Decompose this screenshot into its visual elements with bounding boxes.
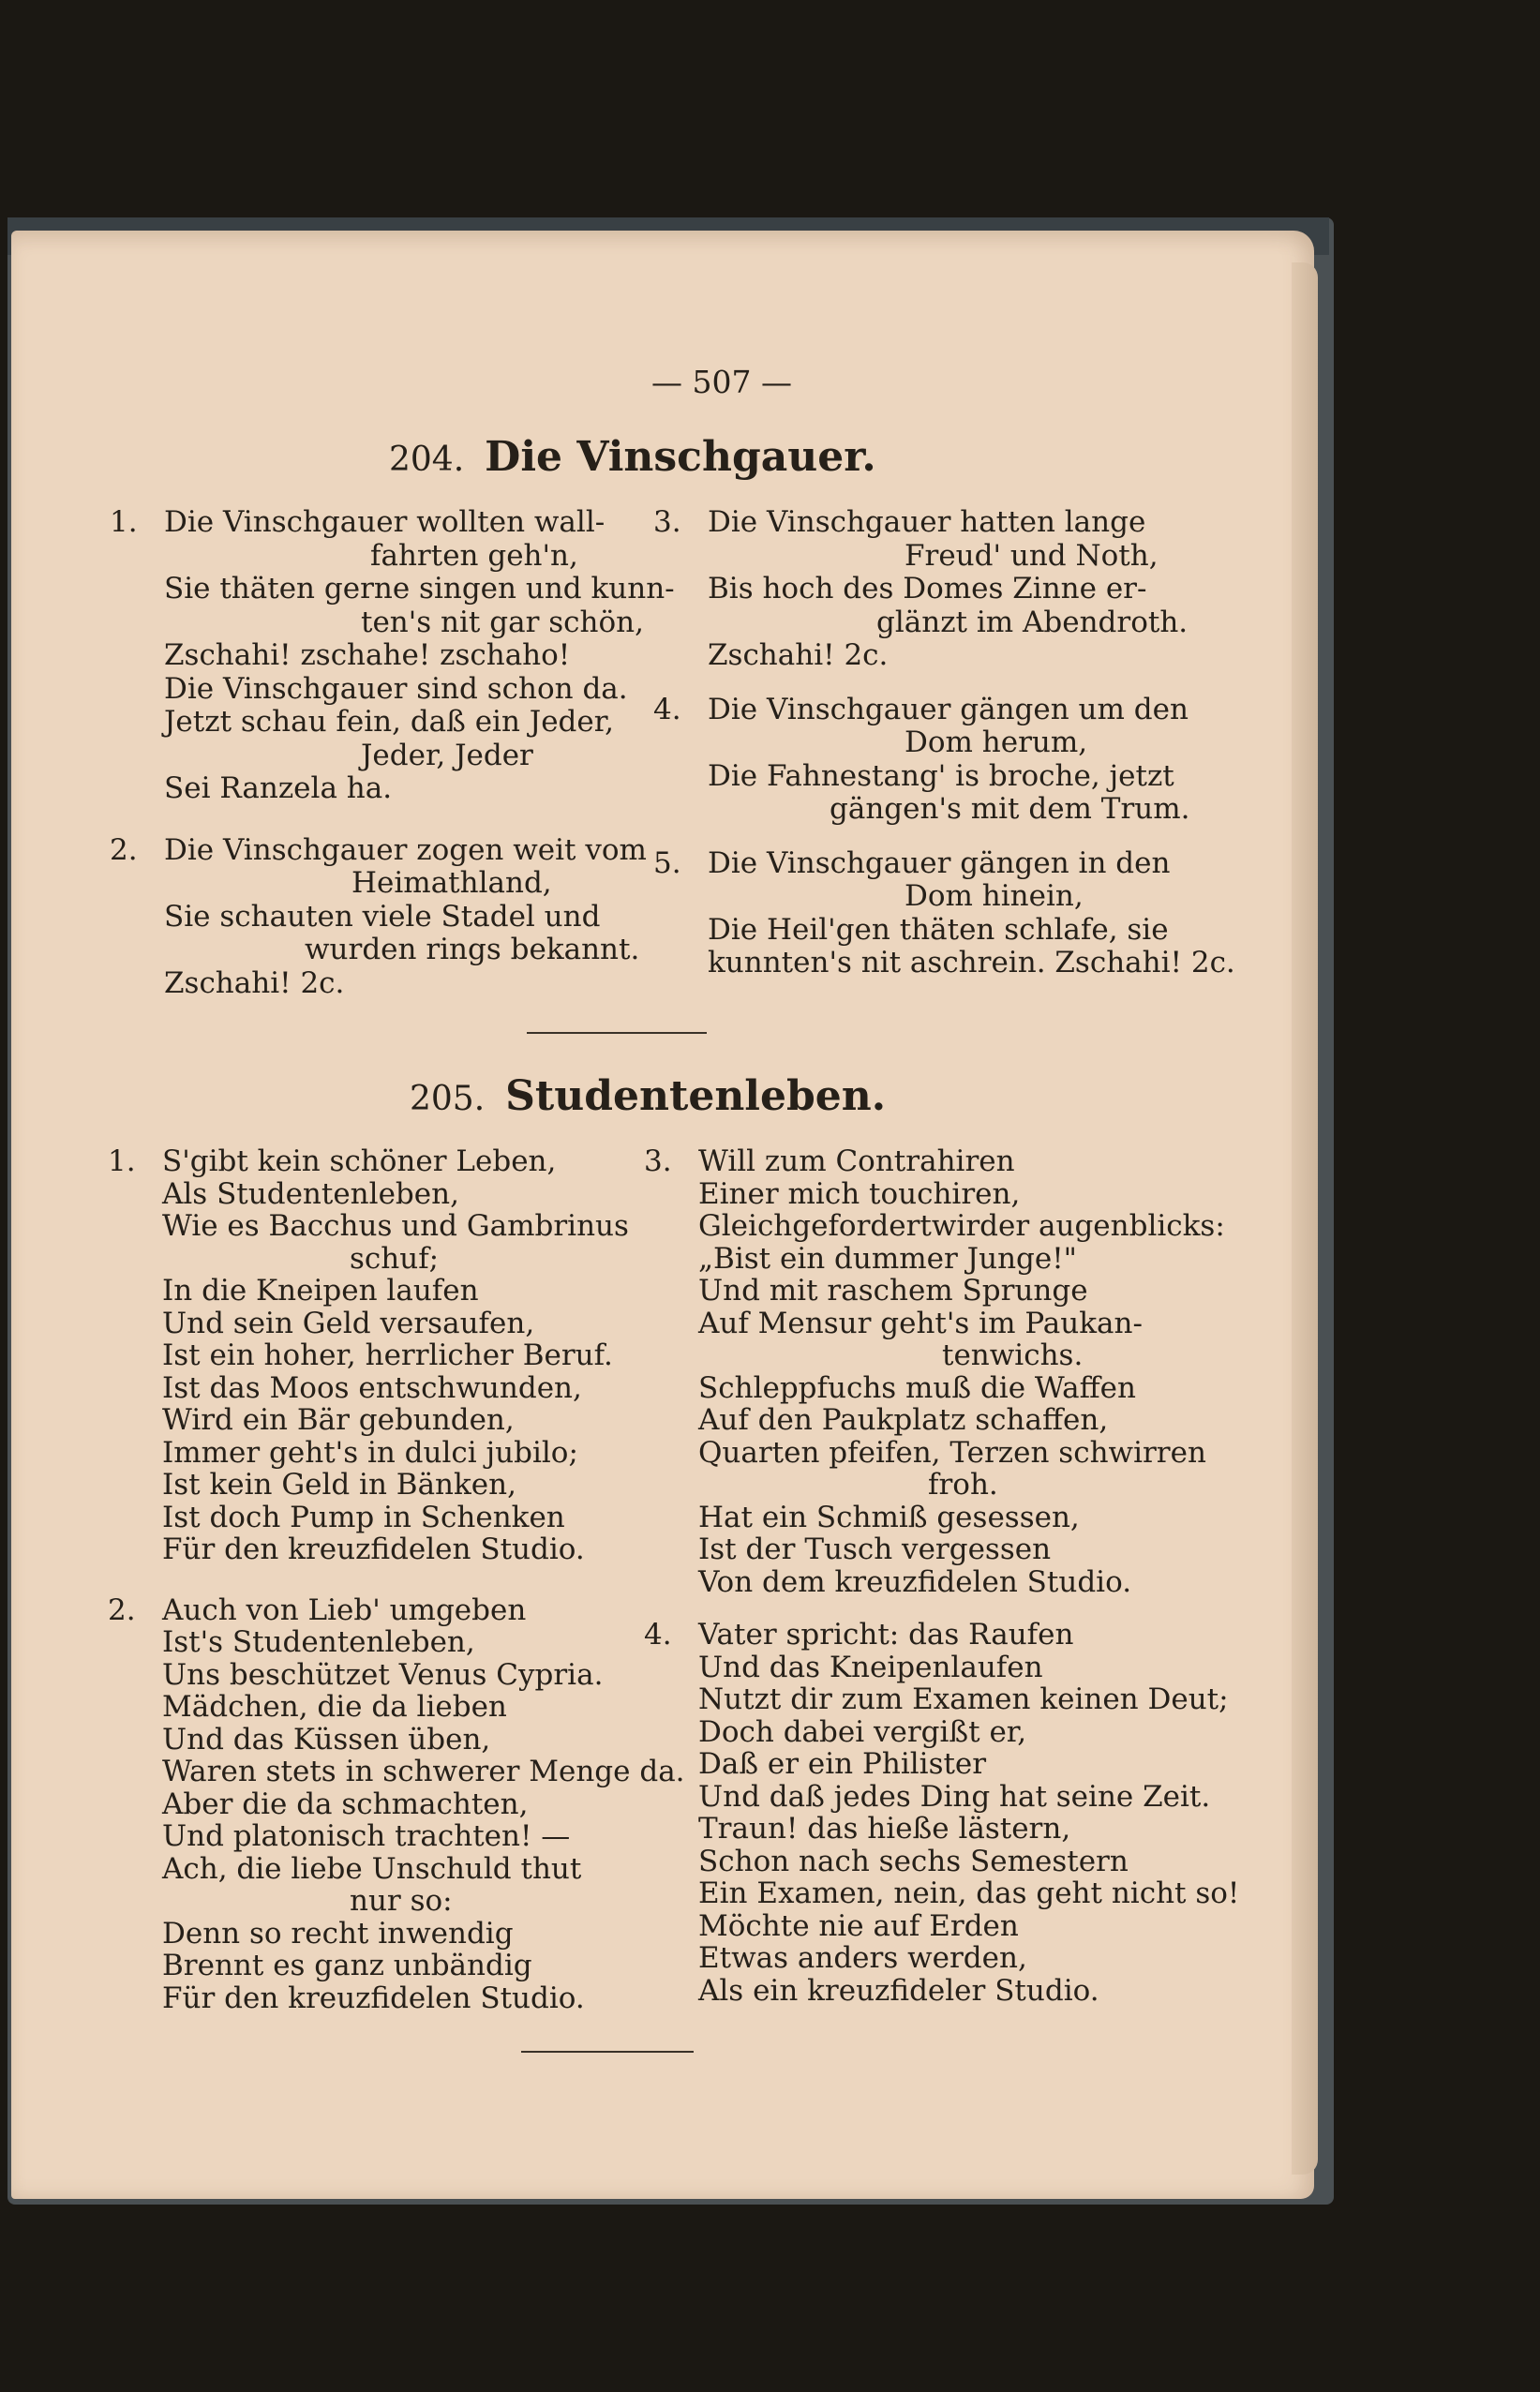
stanza (644, 1144, 1225, 1599)
verse-line: 1. Die Vinschgauer wollten wall- (110, 505, 606, 539)
verse-line: Quarten pfeifen, Terzen schwirren (698, 1435, 1206, 1470)
verse-line: Denn so recht inwendig (162, 1916, 514, 1951)
verse-line: glänzt im Abendroth. (876, 605, 1189, 639)
verse-line: schuf; (350, 1241, 440, 1276)
verse-number: 4. (653, 692, 681, 726)
verse-line: Ist kein Geld in Bänken, (162, 1468, 516, 1502)
verse-line: 4. Die Vinschgauer gängen um den (653, 692, 1189, 726)
stanza (110, 832, 647, 1001)
verse-line: Ist's Studentenleben, (162, 1625, 475, 1659)
verse-line: Jetzt schau fein, daß ein Jeder, (164, 705, 615, 739)
verse-line: Waren stets in schwerer Menge da. (162, 1755, 685, 1788)
verse-number: 2. (110, 832, 138, 867)
verse-line: Und das Kneipenlaufen (698, 1650, 1043, 1684)
verse-line: Doch dabei vergißt er, (698, 1714, 1027, 1749)
verse-line: Für den kreuzfidelen Studio. (162, 1532, 585, 1566)
verse-line: Uns beschützet Venus Cypria. (162, 1657, 604, 1692)
verse-line: Als ein kreuzfideler Studio. (698, 1973, 1099, 2008)
song-205-left-column (108, 1144, 685, 2035)
verse-line: In die Kneipen laufen (162, 1274, 479, 1308)
verse-line: Ein Examen, nein, das geht nicht so! (698, 1876, 1240, 1910)
verse-line: Heimathland, (351, 866, 552, 900)
verse-line: tenwichs. (942, 1338, 1084, 1372)
song-heading-204 (389, 433, 876, 481)
verse-line: Ach, die liebe Unschuld thut (162, 1851, 582, 1886)
verse-line: Bis hoch des Domes Zinne er- (708, 572, 1147, 605)
verse-line: Mädchen, die da lieben (162, 1690, 507, 1724)
verse-line: 2. Die Vinschgauer zogen weit vom (110, 832, 647, 867)
verse-line: Die Vinschgauer sind schon da. (164, 671, 628, 706)
verse-line: 2. Auch von Lieb' umgeben (108, 1592, 527, 1627)
page-number: — 507 — (651, 364, 792, 400)
verse-line: Ist doch Pump in Schenken (162, 1500, 565, 1534)
verse-number: 1. (110, 505, 138, 539)
verse-line: froh. (928, 1468, 998, 1502)
verse-line: fahrten geh'n, (370, 538, 578, 573)
verse-line: Aber die da schmachten, (162, 1787, 529, 1821)
song-204-right-column (653, 505, 1235, 1001)
verse-number: 4. (644, 1618, 672, 1652)
stanza (108, 1144, 650, 1566)
verse-line: Zschahi! 2c. (164, 965, 345, 1000)
stanza (653, 845, 1235, 980)
verse-line: Sie thäten gerne singen und kunn- (164, 572, 675, 605)
stanza (653, 692, 1190, 827)
verse-line: kunnten's nit aschrein. Zschahi! 2c. (708, 946, 1235, 979)
verse-line: Einer mich touchiren, (698, 1176, 1021, 1211)
stanza (644, 1618, 1240, 2008)
verse-line: Sie schauten viele Stadel und (164, 899, 601, 934)
song-title: Studentenleben. (505, 1072, 887, 1120)
verse-line: Auf Mensur geht's im Paukan- (698, 1306, 1143, 1340)
verse-line: 1. S'gibt kein schöner Leben, (108, 1144, 557, 1178)
verse-line: Schleppfuchs muß die Waffen (698, 1370, 1136, 1405)
verse-line: Brennt es ganz unbändig (162, 1949, 532, 1982)
verse-line: Zschahi! zschahe! zschaho! (164, 638, 571, 672)
verse-line: Ist ein hoher, herrlicher Beruf. (162, 1338, 613, 1372)
verse-line: Ist das Moos entschwunden, (162, 1370, 582, 1405)
verse-line: Nutzt dir zum Examen keinen Deut; (698, 1682, 1229, 1716)
song-title: Die Vinschgauer. (485, 433, 876, 481)
verse-line: Und sein Geld versaufen, (162, 1306, 535, 1340)
verse-line: Immer geht's in dulci jubilo; (162, 1435, 578, 1470)
verse-line: Als Studentenleben, (162, 1176, 459, 1211)
verse-line: Daß er ein Philister (698, 1747, 987, 1781)
verse-line: Freud' und Noth, (905, 538, 1159, 573)
song-number: 205. (410, 1080, 486, 1118)
section-divider (527, 1032, 707, 1034)
stanza (653, 505, 1189, 673)
verse-line: Und mit raschem Sprunge (698, 1274, 1088, 1308)
verse-line: Von dem kreuzfidelen Studio. (698, 1564, 1132, 1599)
verse-line: Ist der Tusch vergessen (698, 1532, 1052, 1566)
verse-line: Traun! das hieße lästern, (698, 1812, 1071, 1846)
verse-number: 5. (653, 845, 681, 880)
verse-line: 3. Will zum Contrahiren (644, 1144, 1015, 1178)
verse-line: Die Heil'gen thäten schlafe, sie (708, 912, 1169, 947)
verse-line: wurden rings bekannt. (305, 933, 640, 966)
verse-line: Und das Küssen üben, (162, 1722, 491, 1757)
verse-line: Jeder, Jeder (361, 738, 533, 772)
verse-line: Zschahi! 2c. (708, 638, 889, 672)
verse-line: Möchte nie auf Erden (698, 1908, 1019, 1943)
song-number: 204. (389, 441, 465, 479)
verse-line: Die Fahnestang' is broche, jetzt (708, 758, 1174, 793)
stanza (110, 505, 675, 806)
verse-line: Hat ein Schmiß gesessen, (698, 1500, 1080, 1534)
verse-line: Gleichgefordertwirder augenblicks: (698, 1209, 1225, 1243)
verse-number: 1. (108, 1144, 136, 1178)
verse-line: 3. Die Vinschgauer hatten lange (653, 505, 1146, 539)
verse-number: 2. (108, 1592, 136, 1627)
verse-line: Wird ein Bär gebunden, (162, 1403, 515, 1437)
verse-line: Und platonisch trachten! — (162, 1819, 571, 1853)
verse-line: gängen's mit dem Trum. (830, 792, 1190, 826)
verse-number: 3. (653, 505, 681, 539)
song-heading-205 (410, 1072, 886, 1120)
song-205-right-column (644, 1144, 1240, 2027)
verse-line: 4. Vater spricht: das Raufen (644, 1618, 1074, 1652)
verse-line: Schon nach sechs Semestern (698, 1844, 1129, 1878)
verse-line: Sei Ranzela ha. (164, 771, 393, 805)
verse-line: „Bist ein dummer Junge!" (698, 1241, 1077, 1276)
verse-line: Dom hinein, (905, 879, 1084, 913)
verse-line: Für den kreuzfidelen Studio. (162, 1981, 585, 2015)
stanza (108, 1592, 685, 2015)
page-edge (1292, 262, 1318, 2175)
verse-number: 3. (644, 1144, 672, 1178)
verse-line: nur so: (350, 1884, 453, 1918)
verse-line: 5. Die Vinschgauer gängen in den (653, 845, 1171, 880)
song-204-left-column (110, 505, 675, 1021)
verse-line: Auf den Paukplatz schaffen, (698, 1403, 1109, 1437)
verse-line: Etwas anders werden, (698, 1941, 1027, 1975)
section-divider (521, 2051, 694, 2053)
verse-line: Und daß jedes Ding hat seine Zeit. (698, 1779, 1211, 1814)
verse-line: Dom herum, (905, 725, 1088, 759)
verse-line: Wie es Bacchus und Gambrinus (162, 1209, 629, 1243)
verse-line: ten's nit gar schön, (361, 605, 644, 639)
